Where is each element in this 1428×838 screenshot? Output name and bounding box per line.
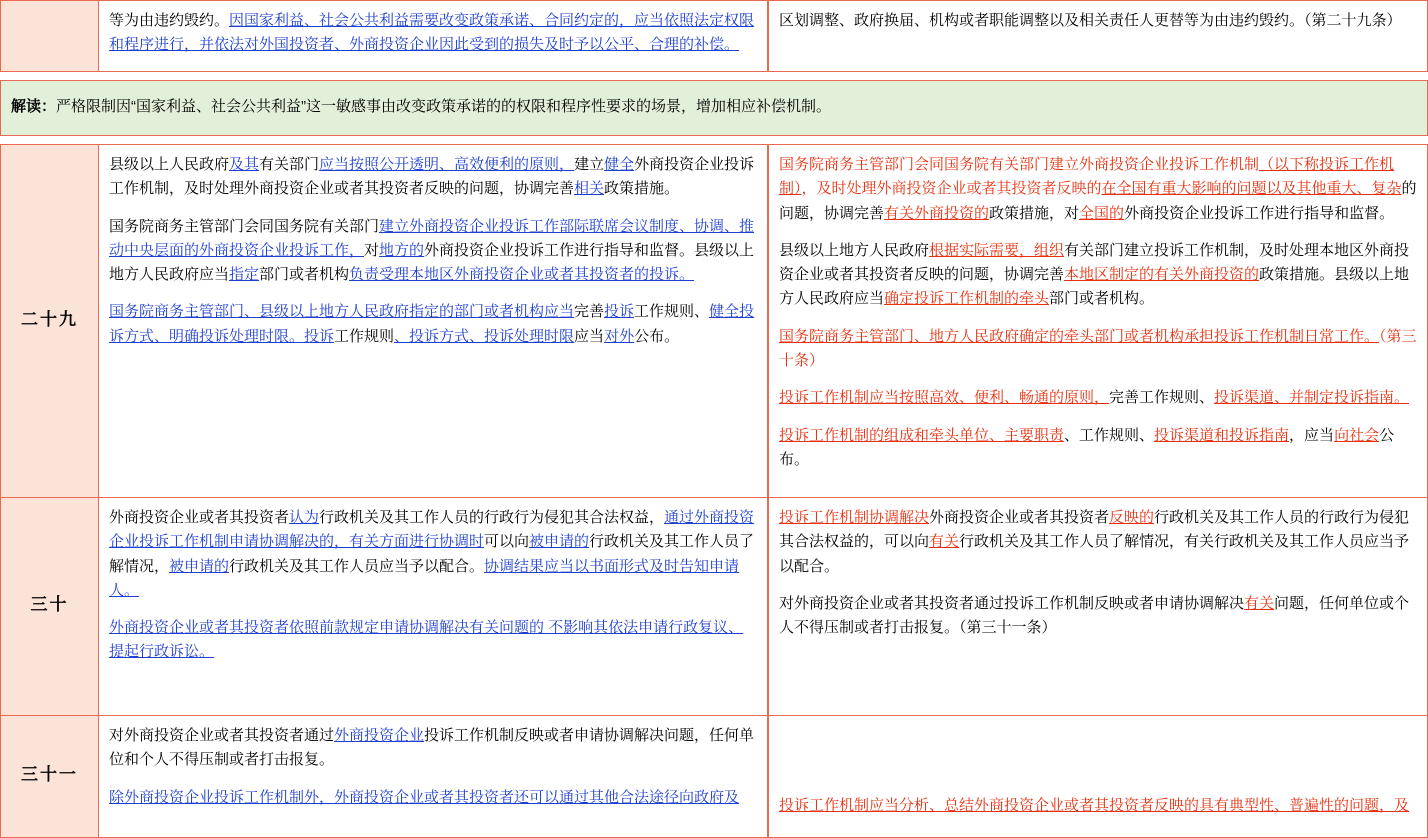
paragraph	[109, 724, 757, 773]
paragraph	[779, 325, 1417, 374]
text-run: 行政机关及其工作人员了解情况，有关行政机关及其工作人员应当予以配合。	[779, 533, 1410, 575]
text-run: 政策措施。县级以上地方人民政府应当	[779, 266, 1410, 308]
text-run-revised: 向社会	[1334, 426, 1380, 444]
paragraph	[779, 424, 1417, 473]
text-run-revised: （以下称投诉工作机制）	[779, 156, 1395, 198]
row-number-cell	[0, 144, 98, 498]
text-run-added: 建立外商投资企业投诉工作部际联席会议制度、协调、推动中央层面的外商投资企业投诉工作，	[109, 217, 755, 259]
text-run-added: 及其	[229, 156, 260, 173]
text-run: 部门或者机构。	[1049, 290, 1155, 308]
text-run-revised: 投诉工作机制应当按照高效、便利、畅通的原则，	[779, 389, 1110, 407]
text-run-revised: 投诉工作机制应当分析、总结外商投资企业或者其投资者反映的具有典型性、普遍性的问题，及	[779, 797, 1410, 814]
text-run-revised: 投诉工作机制协调解决	[779, 509, 930, 526]
row-number: 二十九	[21, 309, 78, 329]
text-run-added: 通过外商投资企业投诉工作机制申请协调解决的，有关方面进行协调时	[109, 509, 755, 551]
text-run: 区划调整、政府换届、机构或者职能调整以及相关责任人更替等为由违约毁约。（第二十九条）	[779, 12, 1402, 29]
text-run-added: 外商投资企业或者其投资者依照前款规定申请协调解决有关问题的 不影响其依法申请行政复议、提起行政诉讼。	[109, 619, 744, 661]
row-number	[11, 9, 88, 61]
note-text: 严格限制因“国家利益、社会公共利益”这一敏感事由改变政策承诺的的权限和程序性要求的场景，增加相应补偿机制。	[56, 98, 832, 116]
row-number-cell	[0, 716, 98, 838]
text-run-added: 、投诉方式、投诉处理时限	[394, 327, 575, 345]
text-run-added: 健全	[604, 156, 635, 173]
text-run-revised: 投诉渠道和投诉指南	[1154, 426, 1290, 444]
note-cell	[0, 80, 1428, 136]
text-run-added: 应当按照公开透明、高效便利的原则，	[319, 156, 575, 173]
table-row	[0, 0, 1428, 72]
text-run-added: 外商投资企业或者其投资者还可以通过其他合法途径向政府及	[334, 788, 740, 806]
text-run-revised: 全国的	[1079, 204, 1125, 222]
text-run: 公布。	[779, 426, 1395, 468]
text-run-revised: 本地区制定的有关外商投资的	[1064, 266, 1260, 284]
text-run: 对	[364, 241, 380, 259]
text-run-added: 投诉	[604, 303, 635, 321]
text-run: ，应当	[1289, 426, 1335, 444]
paragraph	[779, 386, 1417, 410]
paragraph	[109, 506, 757, 603]
text-run-added: 地方的	[379, 241, 425, 259]
text-run: 完善工作规则、	[1109, 389, 1215, 407]
text-run-added: 因国家利益、社会公共利益需要改变政策承诺、合同约定的，应当依照法定权限和程序进行，并依法对外国投资者、外商投资企业因此受到的损失及时予以公平、合理的补偿。	[109, 12, 755, 54]
text-run-revised: 有关	[1244, 594, 1275, 612]
text-run-added: 指定	[229, 266, 260, 284]
text-run: 行政机关及其工作人员了解情况，	[109, 533, 755, 575]
left-column-cell	[98, 0, 768, 72]
paragraph	[109, 215, 757, 288]
text-run-added: 被申请的	[529, 533, 590, 551]
left-column-cell	[98, 716, 768, 838]
text-run-revised: 国务院商务主管部门、地方人民政府确定的牵头部门或者机构承担投诉工作机制日常工作。	[779, 327, 1380, 345]
text-run: 应当	[574, 327, 605, 345]
text-run-revised: 确定投诉工作机制的牵头	[884, 290, 1050, 308]
paragraph	[779, 794, 1417, 818]
text-run: 外商投资企业投诉工作进行指导和监督。县级以上地方人民政府应当	[109, 241, 755, 284]
text-run: 工作规则、	[634, 303, 710, 321]
text-run: 有关部门	[259, 156, 320, 173]
text-run-revised: 国务院商务主管部门会同国务院有关部门	[779, 156, 1050, 173]
row-number-cell	[0, 498, 98, 716]
row-number: 三十一	[21, 765, 78, 785]
text-run: 外商投资企业或者其投资者	[109, 509, 290, 526]
note-row	[0, 80, 1428, 136]
table-row	[0, 498, 1428, 716]
text-run: 公布。	[634, 327, 680, 345]
left-column-cell	[98, 144, 768, 498]
text-run-added: 相关	[574, 180, 605, 198]
text-run-revised: 建立外商投资企业投诉工作机制	[1049, 156, 1260, 173]
text-run-revised: 反映的	[1109, 509, 1155, 526]
text-run: 有关部门建立投诉工作机制，及时处理本地区外商投资企业或者其投资者反映的问题，协调完善	[779, 241, 1410, 284]
text-run-revised: 根据实际需要，组织	[929, 241, 1065, 259]
text-run-added: 国务院商务主管部门、县级以上地方人民政府指定的部门或者机构应当	[109, 303, 575, 321]
text-run: 县级以上人民政府	[109, 156, 230, 173]
right-column-cell	[768, 498, 1428, 716]
row-number-cell	[0, 0, 98, 72]
text-run: 问题，任何单位或个人不得压制或者打击报复。（第三十一条）	[779, 594, 1410, 637]
row-number: 三十	[30, 595, 69, 615]
text-run-revised: ，及时处理外商投资企业或者其投资者反映的	[801, 180, 1102, 198]
paragraph	[109, 616, 757, 665]
text-run: 县级以上地方人民政府	[779, 241, 930, 259]
text-run: 对外商投资企业或者其投资者通过	[109, 727, 335, 744]
note-label: 解读：	[11, 98, 57, 116]
text-run: 行政机关及其工作人员应当予以配合。	[229, 557, 485, 575]
text-run-added: 协调结果应当以书面形式及时告知申请人。	[109, 557, 740, 599]
text-run-revised: 投诉渠道、并制定投诉指南。	[1214, 389, 1410, 407]
paragraph	[109, 9, 757, 58]
text-run: 政策措施，对	[989, 204, 1080, 222]
table-row	[0, 144, 1428, 498]
text-run: 投诉工作机制反映或者申请协调解决问题，任何单位和个人不得压制或者打击报复。	[109, 727, 755, 769]
text-run: 外商投资企业或者其投资者	[929, 509, 1110, 526]
text-run: 完善	[574, 303, 605, 321]
text-run-revised: 在全国有重大影响的问题以及其他重大、复杂	[1101, 180, 1402, 198]
left-column-cell	[98, 498, 768, 716]
text-run: 的问题，协调完善	[779, 180, 1417, 222]
text-run-added: 外商投资企业	[334, 727, 425, 744]
right-column-cell	[768, 0, 1428, 72]
paragraph	[779, 239, 1417, 312]
text-run: 外商投资企业投诉工作进行指导和监督。	[1124, 204, 1395, 222]
text-run: 建立	[574, 156, 605, 173]
table-row	[0, 716, 1428, 838]
paragraph	[109, 153, 757, 202]
text-run-added: 认为	[289, 509, 320, 526]
text-run: 、工作规则、	[1064, 426, 1155, 444]
text-run-added: 被申请的	[169, 557, 230, 575]
text-run-revised: （第三十条）	[779, 327, 1417, 370]
text-run-revised: 投诉工作机制的组成和牵头单位、主要职责	[779, 426, 1065, 444]
paragraph	[779, 9, 1417, 33]
text-run: 行政机关及其工作人员的行政行为侵犯其合法权益的，可以向	[779, 509, 1410, 551]
right-column-cell	[768, 716, 1428, 838]
paragraph	[109, 300, 757, 349]
text-run-added: 健全投诉方式、明确投诉处理时限。投诉	[109, 303, 755, 345]
text-run: 国务院商务主管部门会同国务院有关部门	[109, 217, 380, 235]
text-run: 等为由违约毁约。	[109, 12, 230, 29]
text-run-added: 对外	[604, 327, 635, 345]
text-run: 可以向	[484, 533, 530, 551]
text-run-revised: 有关	[929, 533, 960, 551]
text-run-added: 除外商投资企业投诉工作机制外，	[109, 788, 335, 806]
paragraph	[109, 786, 757, 810]
paragraph	[779, 506, 1417, 579]
paragraph	[779, 153, 1417, 226]
text-run-revised: 有关外商投资的	[884, 204, 990, 222]
text-run: 部门或者机构	[259, 266, 350, 284]
paragraph	[779, 592, 1417, 641]
text-run-added: 负责受理本地区外商投资企业或者其投资者的投诉。	[349, 266, 695, 284]
text-run: 工作规则	[334, 327, 395, 345]
text-run: 行政机关及其工作人员的行政行为侵犯其合法权益，	[319, 509, 665, 526]
text-run: 政策措施。	[604, 180, 680, 198]
text-run: 外商投资企业投诉工作机制，及时处理外商投资企业或者其投资者反映的问题，协调完善	[109, 156, 755, 198]
right-column-cell	[768, 144, 1428, 498]
text-run: 对外商投资企业或者其投资者通过投诉工作机制反映或者申请协调解决	[779, 594, 1245, 612]
